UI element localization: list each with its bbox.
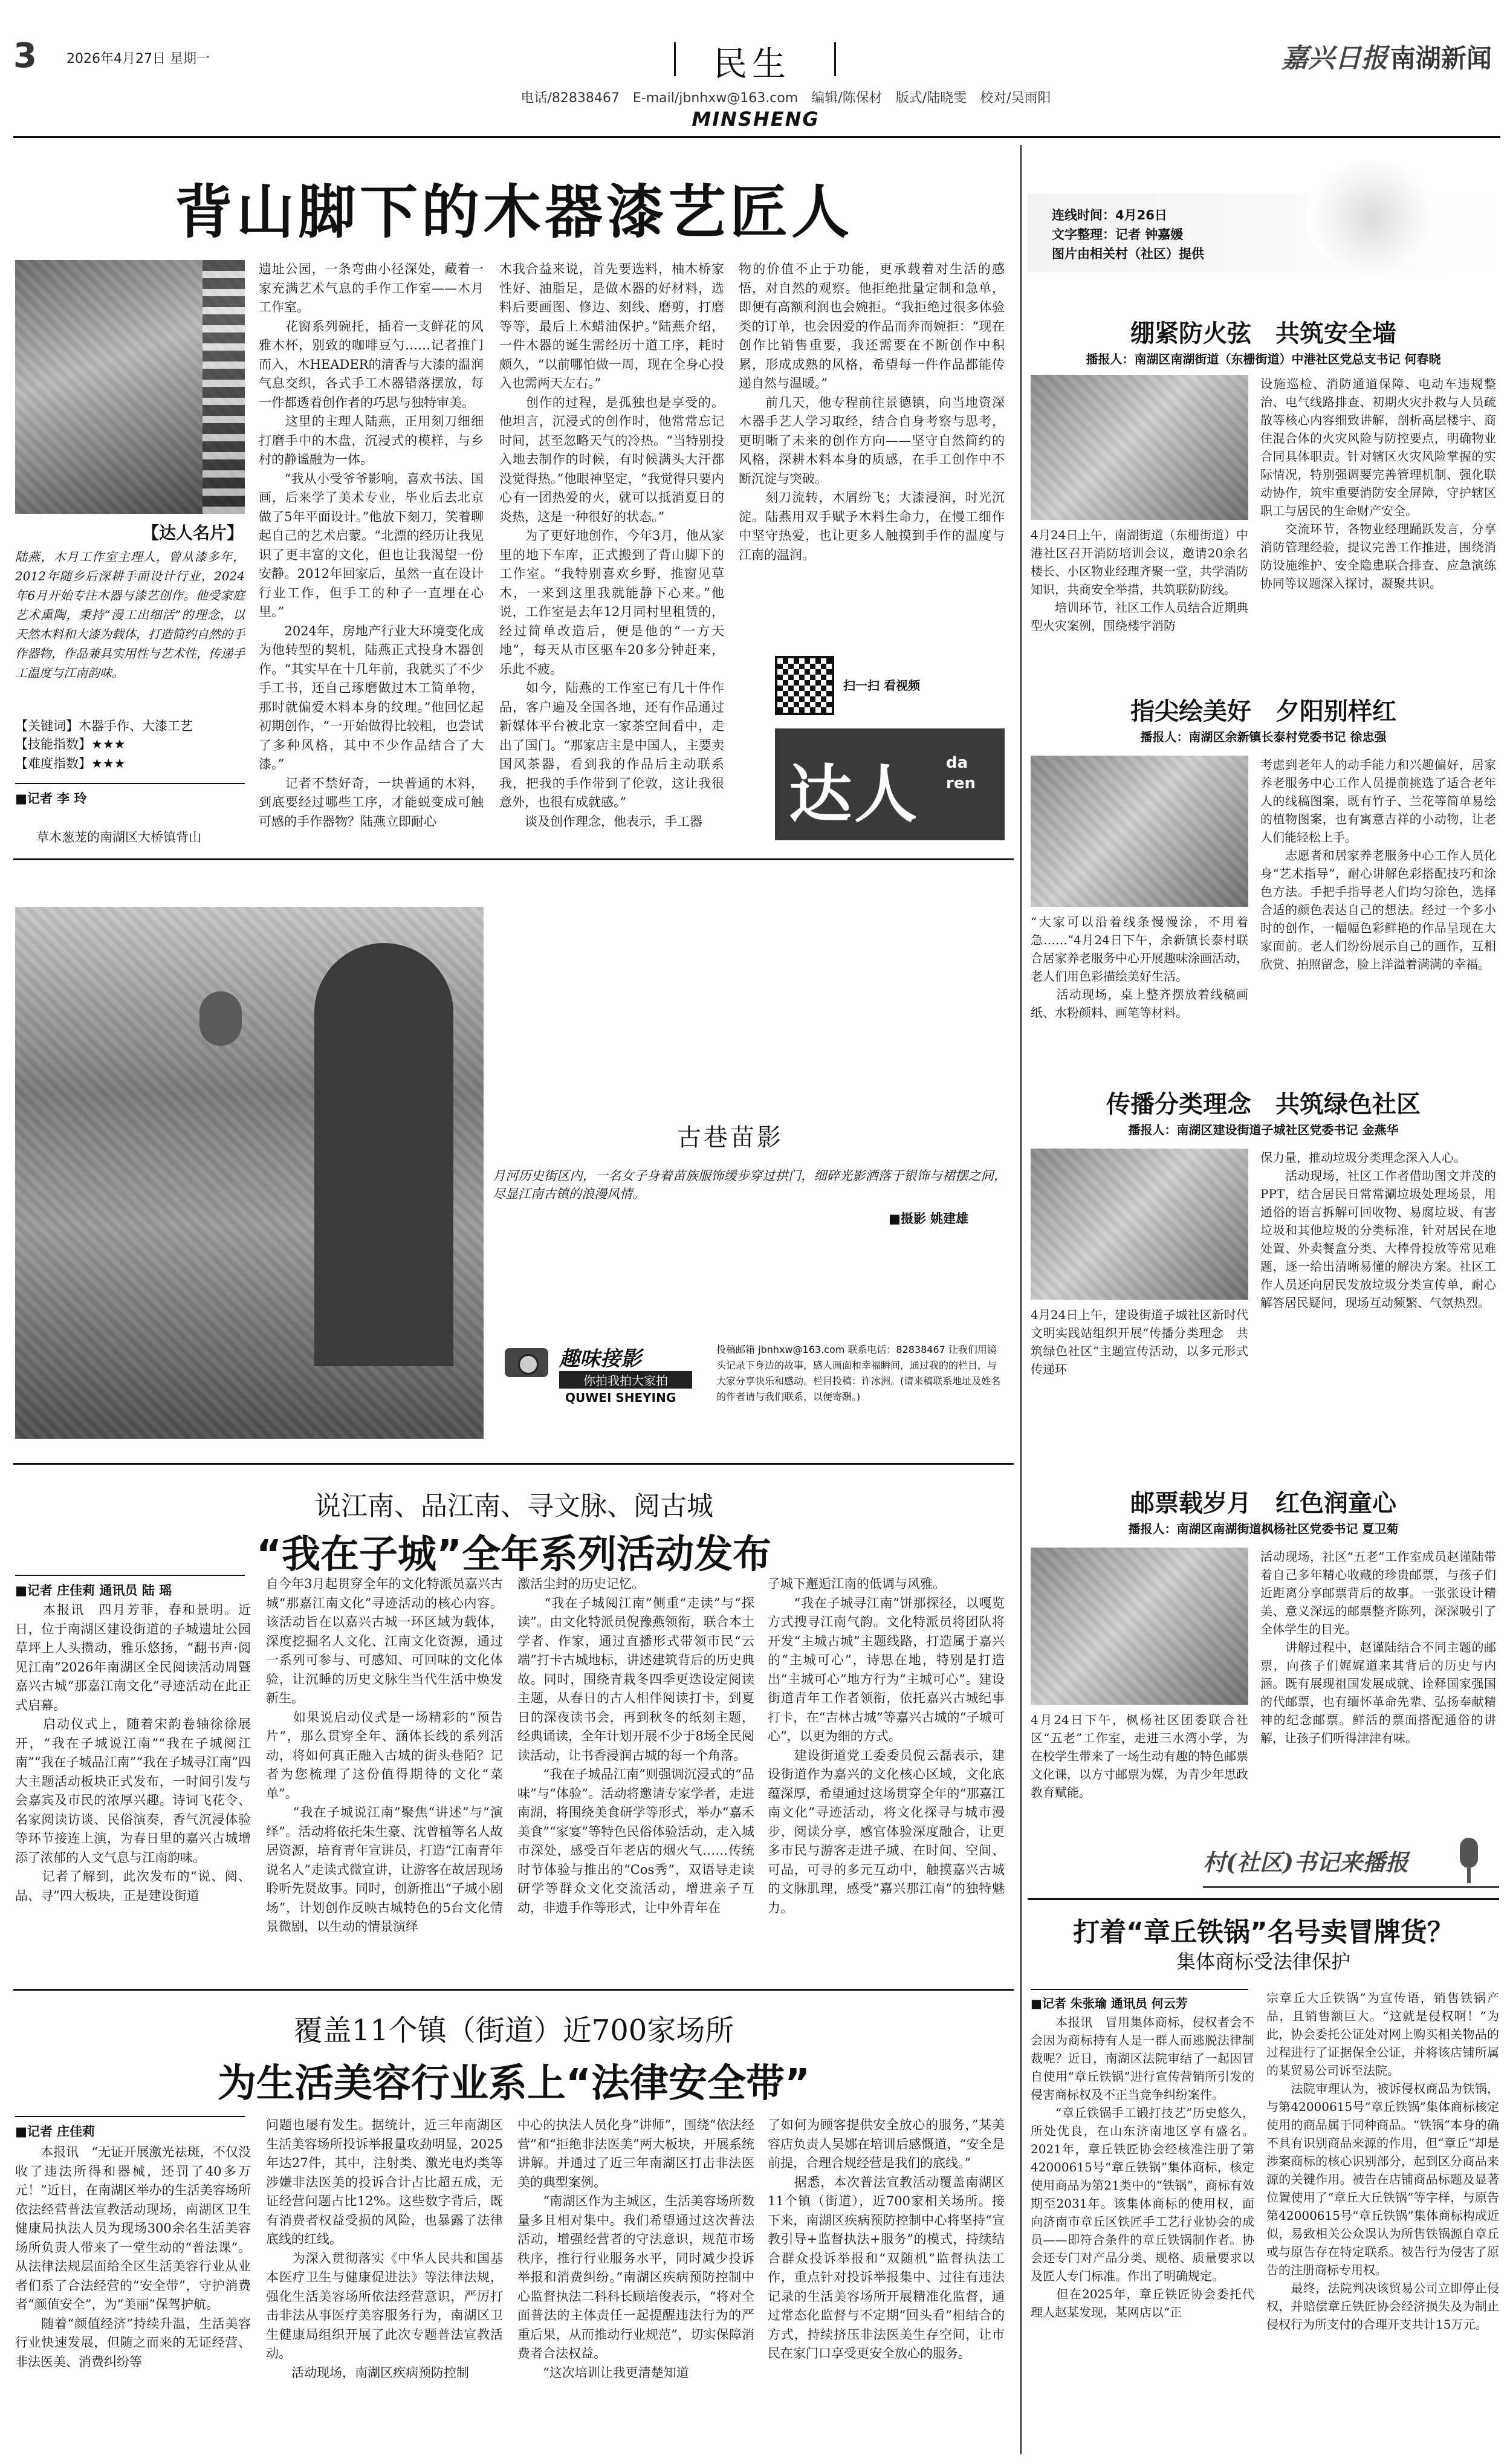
daren-block-en: da ren: [946, 754, 976, 793]
feature-col-3: 物的价值不止于功能，更承载着对生活的感悟，对自然的观察。他拒绝批量定制和急单，即便有高额利润也会婉拒。“我拒绝过很多体验类的订单，也会因爱的作品而奔而婉拒：“现在创作比销售重要，我还需要在不断创作中积累，形成成熟的风格，希望每一件作品都能传递自然与温暖。” 前几天，他专程前往景德镇，向当地资深木器手艺人学习取经，结合自身考察与思考，更明晰了未来的创作方向——坚守自然简约的风格，深耕木料本身的质感，在手工创作中不断沉淀与突破。 刻刀流转，木屑纷飞；大漆浸润，时光沉淀。陆燕用双手赋予木料生命力，在慢工细作中坚守热爱，也让更多人触摸到手作的温度与江南的温润。: [739, 262, 1005, 562]
section-en: MINSHENG: [692, 108, 820, 131]
article3-col-3: 中心的执法人员化身“讲师”，围绕“依法经营”和“拒绝非法医美”两大板块，开展系统讲解。并通过了近三年南湖区打击非法医美的典型案例。 “南湖区作为主城区，生活美容场所数量多且相对集中。我们希望通过这次普法活动，增强经营者的守法意识，规范市场秩序，推行行业服务水平，同时减少投诉举报和消费纠纷。”南湖区疾病预防控制中心监督执法二科科长顾培俊表示，“将对全面普法的主体责任一起提醒违法行为的严重后果，从而推动行业规范”，切实保障消费者合法权益。 “这次培训让我更清楚知道: [517, 2118, 754, 2380]
feature-title: 背山脚下的木器漆艺匠人: [175, 178, 853, 246]
brand-subtitle: 南湖新闻: [1390, 44, 1492, 73]
article2-rule: [15, 1575, 245, 1576]
serial-item-1-body: 设施巡检、消防通道保障、电动车违规整治、电气线路排查、初期火灾扑救与人员疏散等核心内容细致讲解，剖析高层楼宇、商住混合体的火灾风险与防控要点，明确物业合同具体职责。针对辖区火灾风险掌握的实际情况，特别强调要完善管理机制、强化联动协作，筑牢重要消防安全屏障，守护辖区职工与居民的生命财产安全。 交流环节，各物业经理踊跃发言，分享消防管理经验，提议完善工作推进，围绕消防设施维护、安全隐患联合排查、应急演练协同等议题深入探讨，凝聚共识。: [1260, 377, 1496, 591]
camera-icon: [505, 1348, 548, 1377]
serial-item-2-photo: [1031, 756, 1248, 907]
qr-label: 扫一扫 看视频: [843, 678, 920, 693]
microphone-icon: [1460, 1838, 1478, 1868]
column-slogan: 你拍我拍大家拍: [559, 1371, 692, 1389]
serial-editor: 文字整理：记者 钟嘉媛: [1052, 227, 1184, 242]
article3-rule: [15, 2116, 245, 2117]
contact-line: 电话/82838467 E-mail/jbnhxw@163.com 编辑/陈保材 版式/陆晓雯 校对/吴雨阳: [520, 91, 1051, 106]
article2-col-2: 自今年3月起贯穿全年的文化特派员嘉兴古城“那嘉江南文化”寻迹活动的核心内容。该活动旨在以嘉兴古城一环区域为载体，深度挖掘名人文化、江南文化资源，通过一系列可参与、可感知、可回味的文化体验，让沉睡的历史文脉生当代生活中焕发新生。 如果说启动仪式是一场精彩的“预告片”，那么贯穿全年、涵体长线的系列活动，将如何真正融入古城的街头巷陌？记者为您梳理了这份值得期待的文化“菜单”。 “我在子城说江南”聚焦“讲述”与“演绎”。活动将依托朱生豪、沈曾植等名人故居资源，培育青年宣讲员，打造“江南青年说名人”走读式微宣讲，让游客在故居现场聆听先贤故事。同时，创新推出“子城小剧场”，计划创作反映古城特色的5台文化情景微剧，以生动的情景演绎: [266, 1577, 503, 1934]
article4-byline: ■记者 朱张瑜 通讯员 何云芳: [1031, 1996, 1188, 2011]
serial-item-1-caption: 4月24日上午，南湖街道（东栅街道）中港社区召开消防培训会议，邀请20余名楼长、小区物业经理齐聚一堂，共学消防知识，共商安全举措，共筑联防防线。 培训环节，社区工作人员结合近期典型火灾案例，围绕楼宇消防: [1031, 528, 1248, 633]
profile-rule: [15, 783, 245, 784]
serial-item-3-reporter: 播报人：南湖区建设街道子城社区党委书记 金燕华: [1128, 1123, 1399, 1137]
feature-bottom-rule: [13, 858, 1014, 860]
article2-bottom-rule: [13, 1989, 1014, 1991]
column-en: QUWEI SHEYING: [565, 1390, 676, 1405]
film-strip-decoration: [203, 260, 245, 514]
submission-notice: 投稿邮箱 jbnhxw@163.com 联系电话：82838467 让我们用镜头记录下身边的故事，感人画面和幸福瞬间，通过我的的栏目，与大家分享快乐和感动。栏目投稿：许冰洲。(请来稿联系地址及姓名的作者请与我们联系，以便寄酬。): [716, 1344, 1001, 1402]
profile-heading: 【达人名片】: [142, 523, 244, 543]
serial-item-3-body: 保力量，推动垃圾分类理念深入人心。 活动现场，社区工作者借助图文并茂的PPT，结合居民日常常涮垃圾处理场景，用通俗的语言拆解可回收物、易腐垃圾、有害垃圾和其他垃圾的分类标准，针对居民在地处置、外卖餐盒分类、大棒骨投放等常见难题，逐一给出清晰易懂的解决方案。社区工作人员还向居民发放垃圾分类宣传单，耐心解答居民疑问，现场互动频繁、气氛热烈。: [1260, 1150, 1496, 1310]
feature-col-1: 遗址公园，一条弯曲小径深处，藏着一家充满艺术气息的手作工作室——木月工作室。 花窗系列碗托，插着一支鲜花的风雅木杯，别致的咖啡豆勺……记者推门而入，木HEADER的清香与大漆的温润气息交织，各式手工木器错落摆放，每一件都透着创作者的巧思与独特审美。 这里的主理人陆燕，正用刻刀细细打磨手中的木盘，沉浸式的模样，与乡村的静谧融为一体。 “我从小受爷爷影响，喜欢书法、国画，后来学了美术专业，毕业后去北京做了5年平面设计。”他放下刻刀，笑着聊起自己的艺术启蒙。“北漂的经历让我见识了更丰富的文化，但也让我渴望一份安静。2012年回家后，虽然一直在设计行业工作，但手工的种子一直埋在心里。” 2024年，房地产行业大环境变化成为他转型的契机，陆燕正式投身木器创作。“其实早在十几年前，我就买了不少手工书，还自己琢磨做过木工简单物，那时就偏爱木料本身的纹理。”他回忆起初期创作，“一开始做得比较粗，也尝试了多种风格，其中不少作品结合了大漆。” 记者不禁好奇，一块普通的木料，到底要经过哪些工序，才能蜕变成可触可感的手作器物？陆燕立即耐心: [259, 262, 484, 829]
article3-col-2: 问题也屡有发生。据统计，近三年南湖区生活美容场所投诉举报量攻劲明显，2025年达27件，其中，注射类、激光电灼类等涉嫌非法医美的投诉合计占比超五成，无证经营问题占比12%。这些数字背后，既有消费者权益受损的风险，也暴露了法律底线的红线。 为深入贯彻落实《中华人民共和国基本医疗卫生与健康促进法》等法律法规，强化生活美容场所依法经营意识，严厉打击非法从事医疗美容服务行为，南湖区卫生健康局组织开展了此次专题普法宣教活动。 活动现场，南湖区疾病预防控制: [266, 2118, 503, 2380]
serial-item-4-reporter: 播报人：南湖区南湖街道枫杨社区党委书记 夏卫菊: [1128, 1522, 1399, 1536]
article2-byline: ■记者 庄佳莉 通讯员 陆 瑶: [15, 1583, 172, 1598]
photo-feature-bottom-rule: [13, 1463, 1014, 1465]
difficulty-index: 【难度指数】★★★: [15, 756, 126, 771]
feature-col-2: 木我合益来说，首先要选料，柚木桥家性好、油脂足，是做木器的好材料，选料后要画图、修边、刻线、磨剪，打磨等等，最后上木蜡油保护。”陆燕介绍，一件木器的诞生需经历十道工序，耗时颇久，“以前哪怕做一周，现在全身心投入也需两天左右。” 创作的过程，是孤独也是享受的。他坦言，沉浸式的创作时，他常常忘记时间，甚至忽略天气的冷热。“当特别投入地去制作的时候，有时候满头大汗都没觉得热。”他眼神坚定，“我觉得只要内心有一团热爱的火，就可以抵消夏日的炎热，这是一种很好的状态。” 为了更好地创作，今年3月，他从家里的地下车库，正式搬到了背山脚下的工作室。“我特别喜欢乡野，推窗见草木，一来到这里我就能静下心来。”他说，工作室是去年12月同村里租赁的，经过简单改造后，便是他的“一方天地”，每天从市区驱车20多分钟赶来，乐此不疲。 如今，陆燕的工作室已有几十件作品，客户遍及全国各地，还有作品通过新媒体平台被北京一家茶空间看中，走出了国门。“那家店主是中国人，主要卖国风茶器，看到我的作品后主动联系我，把我的手作带到了伦敦，这让我很意外，也很有成就感。” 谈及创作理念，他表示，手工器: [499, 262, 724, 829]
article3-title: 为生活美容行业系上“法律安全带”: [217, 2061, 811, 2106]
serial-item-4-caption: 4月24日下午，枫杨社区团委联合社区“五老”工作室，走进三水湾小学，为在校学生带来了一场生动有趣的特色邮票文化课，以方寸邮票为媒，为青少年思政教育赋能。: [1031, 1713, 1248, 1800]
photo-feature-caption: 月河历史街区内，一名女子身着苗族服饰缓步穿过拱门，细碎光影洒落于银饰与裙摆之间，尽显江南古镇的浪漫风情。: [493, 1169, 1006, 1201]
article3-col-4: 了如何为顾客提供安全放心的服务，”某美容店负责人吴娜在培训后感慨道，“安全是前提，合理合规经营是我们的底线。” 据悉，本次普法宣教活动覆盖南湖区11个镇（街道），近700家相关场所。接下来，南湖区疾病预防控制中心将坚持“宣教引导+监督执法+服务”的模式，持续结合群众投诉举报和“双随机”监督执法工作，重点针对投诉举报集中、过往有违法记录的生活美容场所开展精准化监督，通过常态化监督与不定期“回头看”相结合的方式，持续挤压非法医美生存空间，让市民在家门口享受更安全放心的服务。: [768, 2118, 1005, 2361]
right-column-divider: [1020, 145, 1022, 2454]
serial-item-2-body: 考虑到老年人的动手能力和兴趣偏好，居家养老服务中心工作人员提前挑选了适合老年人的线稿图案，既有竹子、兰花等简单易绘的植物图案，也有寓意吉祥的小动物，让老人们能轻松上手。 志愿者和居家养老服务中心工作人员化身“艺术指导”，耐心讲解色彩搭配技巧和涂色方法。手把手指导老人们均匀涂色，选择合适的颜色表达自己的想法。经过一个多小时的创作，一幅幅色彩鲜艳的作品呈现在大家面前。老人们纷纷展示自己的画作，互相欣赏、拍照留念，脸上洋溢着满满的幸福。: [1260, 757, 1496, 971]
column-name: 趣味接影: [559, 1347, 641, 1371]
article2-col-1: 本报讯 四月芳菲，春和景明。近日，位于南湖区建设街道的子城遗址公园草坪上人头攒动，雅乐悠扬，“翻书声·阅见江南”2026年南湖区全民阅读活动周暨嘉兴古城“那嘉江南文化”寻迹活动在此正式启幕。 启动仪式上，随着宋韵卷轴徐徐展开，“我在子城说江南”“我在子城阅江南”“我在子城品江南”“我在子城寻江南”四大主题活动板块正式发布，一时间引发与会嘉宾及市民的浓厚兴趣。诗词飞花令、名家阅读访谈、民俗演奏，香气沉浸体验等环节接连上演，为春日里的嘉兴古城增添了浓郁的人文气息与江南韵味。 记者了解到，此次发布的“说、阅、品、寻”四大板块，正是建设街道: [15, 1603, 251, 1903]
qr-code[interactable]: [775, 656, 834, 715]
section-title: 民生: [713, 45, 791, 84]
photo-feature-credit: ■摄影 姚建雄: [889, 1211, 969, 1226]
skill-index: 【技能指数】★★★: [15, 737, 126, 751]
serial-item-2-title: 指尖绘美好 夕阳别样红: [1130, 698, 1396, 725]
article3-col-1: 本报讯 “无证开展激光祛斑，不仅没收了违法所得和器械，还罚了40多万元！”近日，在南湖区举办的生活美容场所依法经营普法宣教活动现场，南湖区卫生健康局执法人员为现场300余名生活美容场所负责人带来了一堂生动的“普法课”。从法律法规层面给全区生活美容行业从业者们系了合法经营的“安全带”，守护消费者“颜值安全”，为“美丽”保驾护航。 随着“颜值经济”持续升温，生活美容行业快速发展，但随之而来的无证经营、非法医美、消费纠纷等: [15, 2145, 251, 2369]
article4-title: 打着“章丘铁锅”名号卖冒牌货？: [1073, 1917, 1454, 1948]
serial-item-3-photo: [1031, 1149, 1248, 1300]
daren-block-text: 达人: [789, 757, 920, 831]
serial-item-4-photo: [1031, 1548, 1248, 1705]
serial-item-1-photo: [1031, 375, 1248, 520]
issue-date: 2026年4月27日 星期一: [66, 51, 210, 66]
header-divider-left: [674, 42, 676, 76]
serial-date: 连线时间：4月26日: [1052, 208, 1167, 222]
article2-kicker: 说江南、品江南、寻文脉、阅古城: [314, 1491, 713, 1522]
article2-title: “我在子城”全年系列活动发布: [256, 1532, 772, 1577]
article3-kicker: 覆盖11个镇（街道）近700家场所: [293, 2014, 734, 2047]
serial-item-4-body: 活动现场，社区“五老”工作室成员赵谨陆带着自己多年精心收藏的珍贵邮票，与孩子们近距离分享邮票背后的故事。一张张设计精美、意义深远的邮票整齐陈列，深深吸引了全体学生的目光。 讲解过程中，赵谨陆结合不同主题的邮票，向孩子们娓娓道来其背后的历史与内涵。既有展现祖国发展成就、诠释国家强国的代邮票，也有缅怀革命先辈、弘扬奉献精神的纪念邮票。鲜活的票面搭配通俗的讲解，让孩子们听得津津有味。: [1260, 1549, 1496, 1745]
header-divider-right: [834, 42, 836, 76]
page-number: 3: [13, 36, 37, 76]
brand-logo: 嘉兴日报: [1282, 43, 1388, 74]
serial-item-2-reporter: 播报人：南湖区余新镇长泰村党委书记 徐忠强: [1140, 730, 1387, 744]
feature-lead: 草木葱茏的南湖区大桥镇背山: [36, 830, 201, 845]
feature-reporter: ■记者 李 玲: [15, 791, 87, 806]
lantern-decoration: [199, 991, 242, 1046]
keywords: 【关键词】木器手作、大漆工艺: [15, 719, 193, 733]
article2-col-3: 激活尘封的历史记忆。 “我在子城阅江南”侧重“走读”与“探读”。由文化特派员倪豫燕领衔，联合本土学者、作家，通过直播形式带领市民“云端”打卡古城地标，讲述建筑背后的历史典故。同时，围绕青栽冬四季更迭设定阅读主题，从春日的古人相伴阅读打卡，到夏日的深夜读书会，再到秋冬的纸刻主题，经典诵读，全年计划开展不少于8场全民阅读活动，让书香浸润古城的每一个角落。 “我在子城品江南”则强调沉浸式的“品味”与“体验”。活动将邀请专家学者，走进南湖，将围绕美食研学等形式，举办“嘉禾美食”“家宴”等特色民俗体验活动，走入城市深处，感受百年老店的烟火气……传统时节体验与推出的“Cos秀”，双语导走读研学等群众文化交流活动，增进亲子互动，非遗手作等形式，让中外青年在: [517, 1577, 754, 1915]
profile-body: 陆燕，木月工作室主理人，曾从漆多年，2012年随乡后深耕手面设计行业，2024年6月开始专注木器与漆艺创作。他受家庭艺术熏陶，秉持“漫工出细活”的理念，以天然木料和大漆为载体，打造简约自然的手作器物，作品兼具实用性与艺术性，传递手工温度与江南韵味。: [15, 550, 245, 680]
serial-item-1-title: 绷紧防火弦 共筑安全墙: [1130, 320, 1396, 348]
serial-item-3-caption: 4月24日上午，建设街道子城社区新时代文明实践站组织开展“传播分类理念 共筑绿色社区”主题宣传活动，以多元形式传递环: [1031, 1308, 1248, 1376]
article2-col-4: 子城下邂逅江南的低调与风雅。 “我在子城寻江南”饼那探径，以嘎览方式搜寻江南气韵。文化特派员将团队将开发“主城古城”主题线路，打造属于嘉兴的“主城可心”，诗思在地，特别是打造出“主城可心”地方行为“主城可心”。建设街道青年工作者领衔，依托嘉兴古城纪事打卡，在“吉林古城”等嘉兴古城的“子城可心”，以更为细的方式。 建设街道党工委委员倪云磊表示，建设街道作为嘉兴的文化核心区域，文化底蕴深厚，希望通过这场贯穿全年的“那嘉江南文化”寻迹活动，将文化探寻与城市漫步，阅读分享，感官体验深度融合，让更多市民与游客走进子城、在时间、空间、可品，可寻的多元互动中，触摸嘉兴古城的文脉肌理，感受“嘉兴那江南”的独特魅力。: [768, 1577, 1005, 1915]
serial-item-2-caption: “大家可以沿着线条慢慢涂，不用着急……”4月24日下午，余新镇长泰村联合居家养老服务中心开展趣味涂画活动，老人们用色彩描绘美好生活。 活动现场，桌上整齐摆放着线稿画纸、水粉颜料、画笔等材料。: [1031, 915, 1248, 1020]
article4-col-1: 本报讯 冒用集体商标，侵权者会不会因为商标持有人是一群人而逃脱法律制裁呢？近日，南湖区法院审结了一起因冒自使用“章丘铁锅”进行宣传营销所引发的侵害商标权及不正当竞争纠纷案件。 “章丘铁锅手工锻打技艺”历史悠久，所处优良，在山东济南地区享有盛名。2021年，章丘铁匠协会经核准注册了第42000615号“章丘铁锅”集体商标，核定使用商品为第21类中的“铁锅”，商标有效期至2031年。该集体商标的使用权，面向济南市章丘区铁匠手工艺行业协会的成员——即符合条件的章丘铁锅制作者。协会还专门对产品分类、规格、质量要求以及匠人专门标准。作出了明确规定。 但在2025年，章丘铁匠协会委托代理人赵某发现，某网店以“正: [1031, 2015, 1254, 2320]
header-rule: [13, 136, 1500, 138]
serial-item-3-title: 传播分类理念 共筑绿色社区: [1106, 1091, 1421, 1118]
article4-rule: [1031, 1989, 1248, 1990]
photo-feature-title: 古巷苗影: [677, 1124, 783, 1152]
serial-banner-text: 村(社区)书记来播报: [1203, 1849, 1408, 1876]
article4-subtitle: 集体商标受法律保护: [1176, 1950, 1350, 1973]
microphone-stand: [1467, 1868, 1471, 1883]
article3-byline: ■记者 庄佳莉: [15, 2124, 96, 2139]
serial-photo-credit: 图片由相关村（社区）提供: [1052, 247, 1204, 261]
serial-item-1-reporter: 播报人：南湖区南湖街道（东栅街道）中港社区党总支书记 何春晓: [1086, 352, 1441, 366]
arch-decoration: [314, 943, 453, 1366]
phone-illustration: [1306, 160, 1439, 275]
serial-item-4-title: 邮票载岁月 红色润童心: [1130, 1490, 1396, 1517]
right-section-rule: [1028, 1898, 1499, 1900]
article4-col-2: 宗章丘大丘铁锅”为宣传语，销售铁锅产品，且销售额巨大。“这就是侵权啊！”为此，协会委托公证处对网上购买相关物品的过程进行了证据保全公证，并将该店铺所属的某贸易公司诉至法院。 法院审理认为，被诉侵权商品为铁锅，与第42000615号“章丘铁锅”集体商标核定使用的商品属于同种商品。“铁锅”本身的确不具有识别商品来源的作用，但“章丘”却是涉案商标的核心识别部分，起到区分商品来源的关键作用。被告在店铺商品标题及显著位置使用了“章丘大丘铁锅”等字样，与原告第42000615号“章丘铁锅”集体商标构成近似，易致相关公众误认为所售铁锅源自章丘或与原告存在特定联系。被告行为侵害了原告的注册商标专用权。 最终，法院判决该贸易公司立即停止侵权，并赔偿章丘铁匠协会经济损失及为制止侵权行为所支付的合理开支共计15万元。: [1266, 1991, 1499, 2332]
